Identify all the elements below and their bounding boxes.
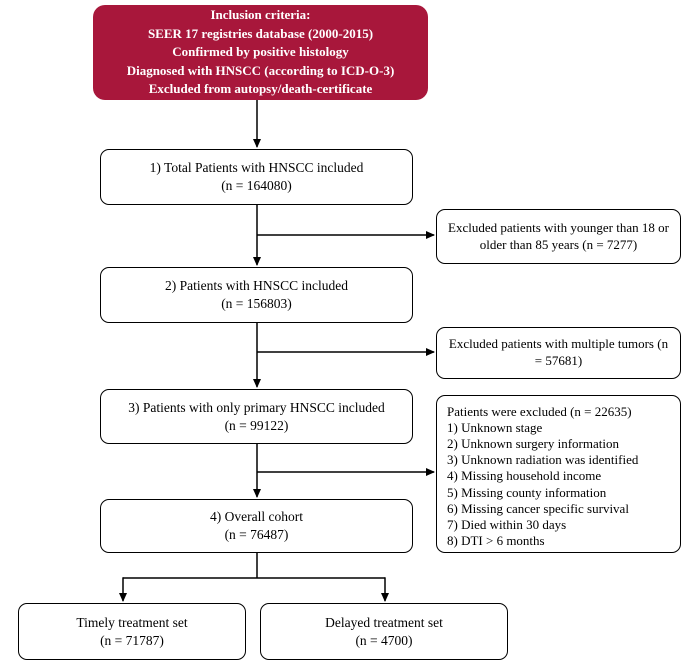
exclusion-age-text: Excluded patients with younger than 18 or older than 85 years (n = 7277) bbox=[448, 219, 669, 252]
inclusion-criteria-line: Confirmed by positive histology bbox=[172, 44, 349, 60]
step1-title: 1) Total Patients with HNSCC included bbox=[149, 160, 364, 176]
delayed-count: (n = 4700) bbox=[355, 632, 413, 648]
step3-primary-hnscc-box bbox=[100, 389, 413, 444]
inclusion-criteria-line: Inclusion criteria: bbox=[210, 7, 311, 23]
step4-overall-cohort-box bbox=[100, 499, 413, 553]
step2-patients-box bbox=[100, 267, 413, 323]
exclusion-criteria-item: 7) Died within 30 days bbox=[447, 516, 567, 532]
exclusion-criteria-item: 4) Missing household income bbox=[447, 468, 602, 484]
exclusion-criteria-item: 1) Unknown stage bbox=[447, 420, 543, 436]
exclusion-age-box bbox=[436, 209, 681, 264]
inclusion-criteria-box bbox=[93, 5, 428, 100]
exclusion-criteria-item: 6) Missing cancer specific survival bbox=[447, 500, 629, 516]
step1-total-patients-box bbox=[100, 149, 413, 205]
inclusion-criteria-line: Excluded from autopsy/death-certificate bbox=[148, 81, 373, 97]
exclusion-criteria-item: 8) DTI > 6 months bbox=[447, 532, 545, 548]
step3-count: (n = 99122) bbox=[224, 417, 289, 433]
exclusion-criteria-box bbox=[436, 395, 681, 553]
step2-title: 2) Patients with HNSCC included bbox=[165, 278, 348, 294]
step4-title: 4) Overall cohort bbox=[210, 509, 303, 525]
timely-count: (n = 71787) bbox=[100, 632, 164, 648]
delayed-title: Delayed treatment set bbox=[325, 614, 443, 630]
delayed-treatment-box bbox=[260, 603, 508, 660]
exclusion-criteria-item: 5) Missing county information bbox=[447, 484, 607, 500]
exclusion-multiple-tumors-text: Excluded patients with multiple tumors (n = 57681) bbox=[448, 336, 669, 368]
step4-count: (n = 76487) bbox=[224, 527, 289, 542]
exclusion-criteria-title: Patients were excluded (n = 22635) bbox=[447, 404, 632, 419]
timely-title: Timely treatment set bbox=[76, 614, 188, 630]
exclusion-criteria-item: 3) Unknown radiation was identified bbox=[447, 452, 639, 468]
exclusion-criteria-item: 2) Unknown surgery information bbox=[447, 436, 619, 452]
inclusion-criteria-line: Diagnosed with HNSCC (according to ICD-O-3) bbox=[126, 62, 395, 78]
inclusion-criteria-line: SEER 17 registries database (2000-2015) bbox=[147, 25, 374, 41]
step1-count: (n = 164080) bbox=[221, 178, 292, 193]
step3-title: 3) Patients with only primary HNSCC included bbox=[128, 399, 385, 415]
step2-count: (n = 156803) bbox=[221, 296, 292, 311]
exclusion-multiple-tumors-box bbox=[436, 327, 681, 379]
timely-treatment-box bbox=[18, 603, 246, 660]
